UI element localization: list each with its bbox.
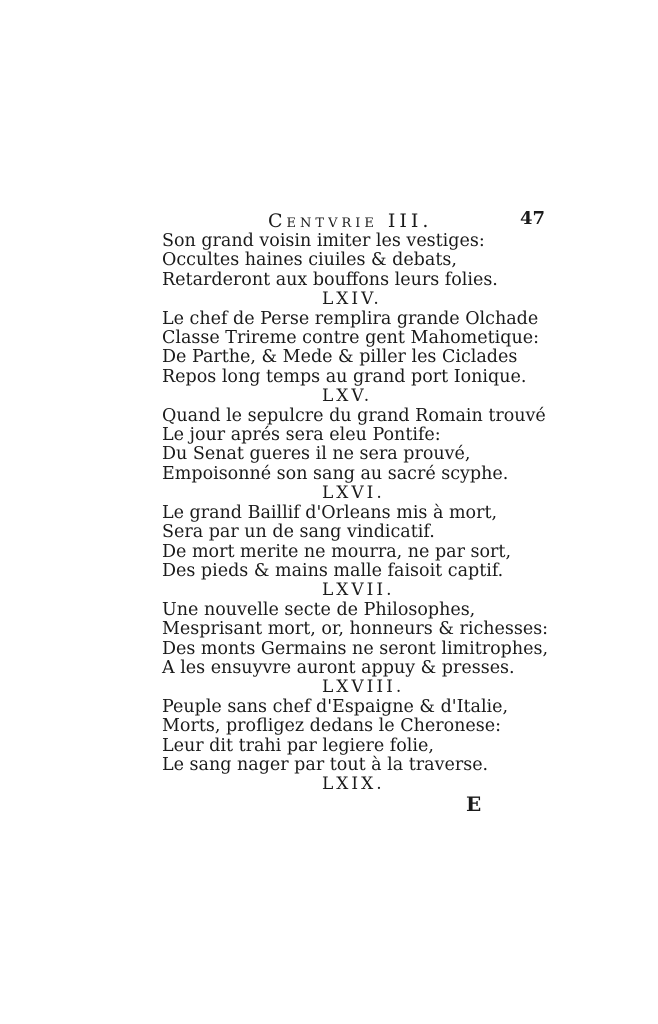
- verse-line: Retarderont aux bouffons leurs folies.: [162, 269, 498, 290]
- verse-line: Le sang nager par tout à la traverse.: [162, 754, 489, 775]
- verse-line: Son grand voisin imiter les vestiges:: [162, 231, 485, 251]
- verse-line: Le grand Baillif d'Orleans mis à mort,: [162, 502, 498, 523]
- verse-line: Peuple sans chef d'Espaigne & d'Italie,: [162, 696, 509, 717]
- signature-mark: E: [466, 792, 482, 816]
- quatrain-number: LXVI.: [322, 483, 385, 504]
- verse-line: Quand le sepulcre du grand Romain trouvé: [162, 405, 546, 426]
- verse-line: Du Senat gueres il ne sera prouvé,: [162, 444, 471, 465]
- verse-line: A les ensuyvre auront appuy & presses.: [162, 657, 515, 678]
- verse-line: Classe Trireme contre gent Mahometique:: [162, 328, 539, 349]
- verse-line: Le jour aprés sera eleu Pontife:: [162, 425, 441, 446]
- quatrain-number: LXIV.: [322, 289, 382, 310]
- quatrain-text: [162, 232, 602, 795]
- verse-line: Empoisonné son sang au sacré scyphe.: [162, 463, 509, 484]
- verse-line: Mesprisant mort, or, honneurs & richesses:: [162, 619, 549, 640]
- verse-line: Repos long temps au grand port Ionique.: [162, 366, 527, 387]
- verse-line: Une nouvelle secte de Philosophes,: [162, 599, 476, 620]
- verse-line: De mort merite ne mourra, ne par sort,: [162, 541, 512, 562]
- verse-line: Occultes haines ciuiles & debats,: [162, 250, 457, 271]
- verse-line: Leur dit trahi par legiere folie,: [162, 735, 434, 756]
- quatrain-number: LXVII.: [322, 580, 395, 601]
- verse-line: Des pieds & mains malle faisoit captif.: [162, 560, 504, 581]
- page-number: 47: [520, 208, 546, 229]
- verse-line: Morts, profligez dedans le Cheronese:: [162, 716, 501, 737]
- quatrain-number: LXVIII.: [322, 677, 405, 698]
- verse-line: De Parthe, & Mede & piller les Ciclades: [162, 347, 518, 368]
- quatrain-number: LXIX.: [322, 774, 385, 795]
- verse-line: Des monts Germains ne seront limitrophes,: [162, 638, 549, 659]
- verse-line: Le chef de Perse remplira grande Olchade: [162, 308, 539, 329]
- running-head: Centvrie III.: [268, 210, 433, 232]
- quatrain-number: LXV.: [322, 386, 373, 407]
- verse-line: Sera par un de sang vindicatif.: [162, 522, 435, 543]
